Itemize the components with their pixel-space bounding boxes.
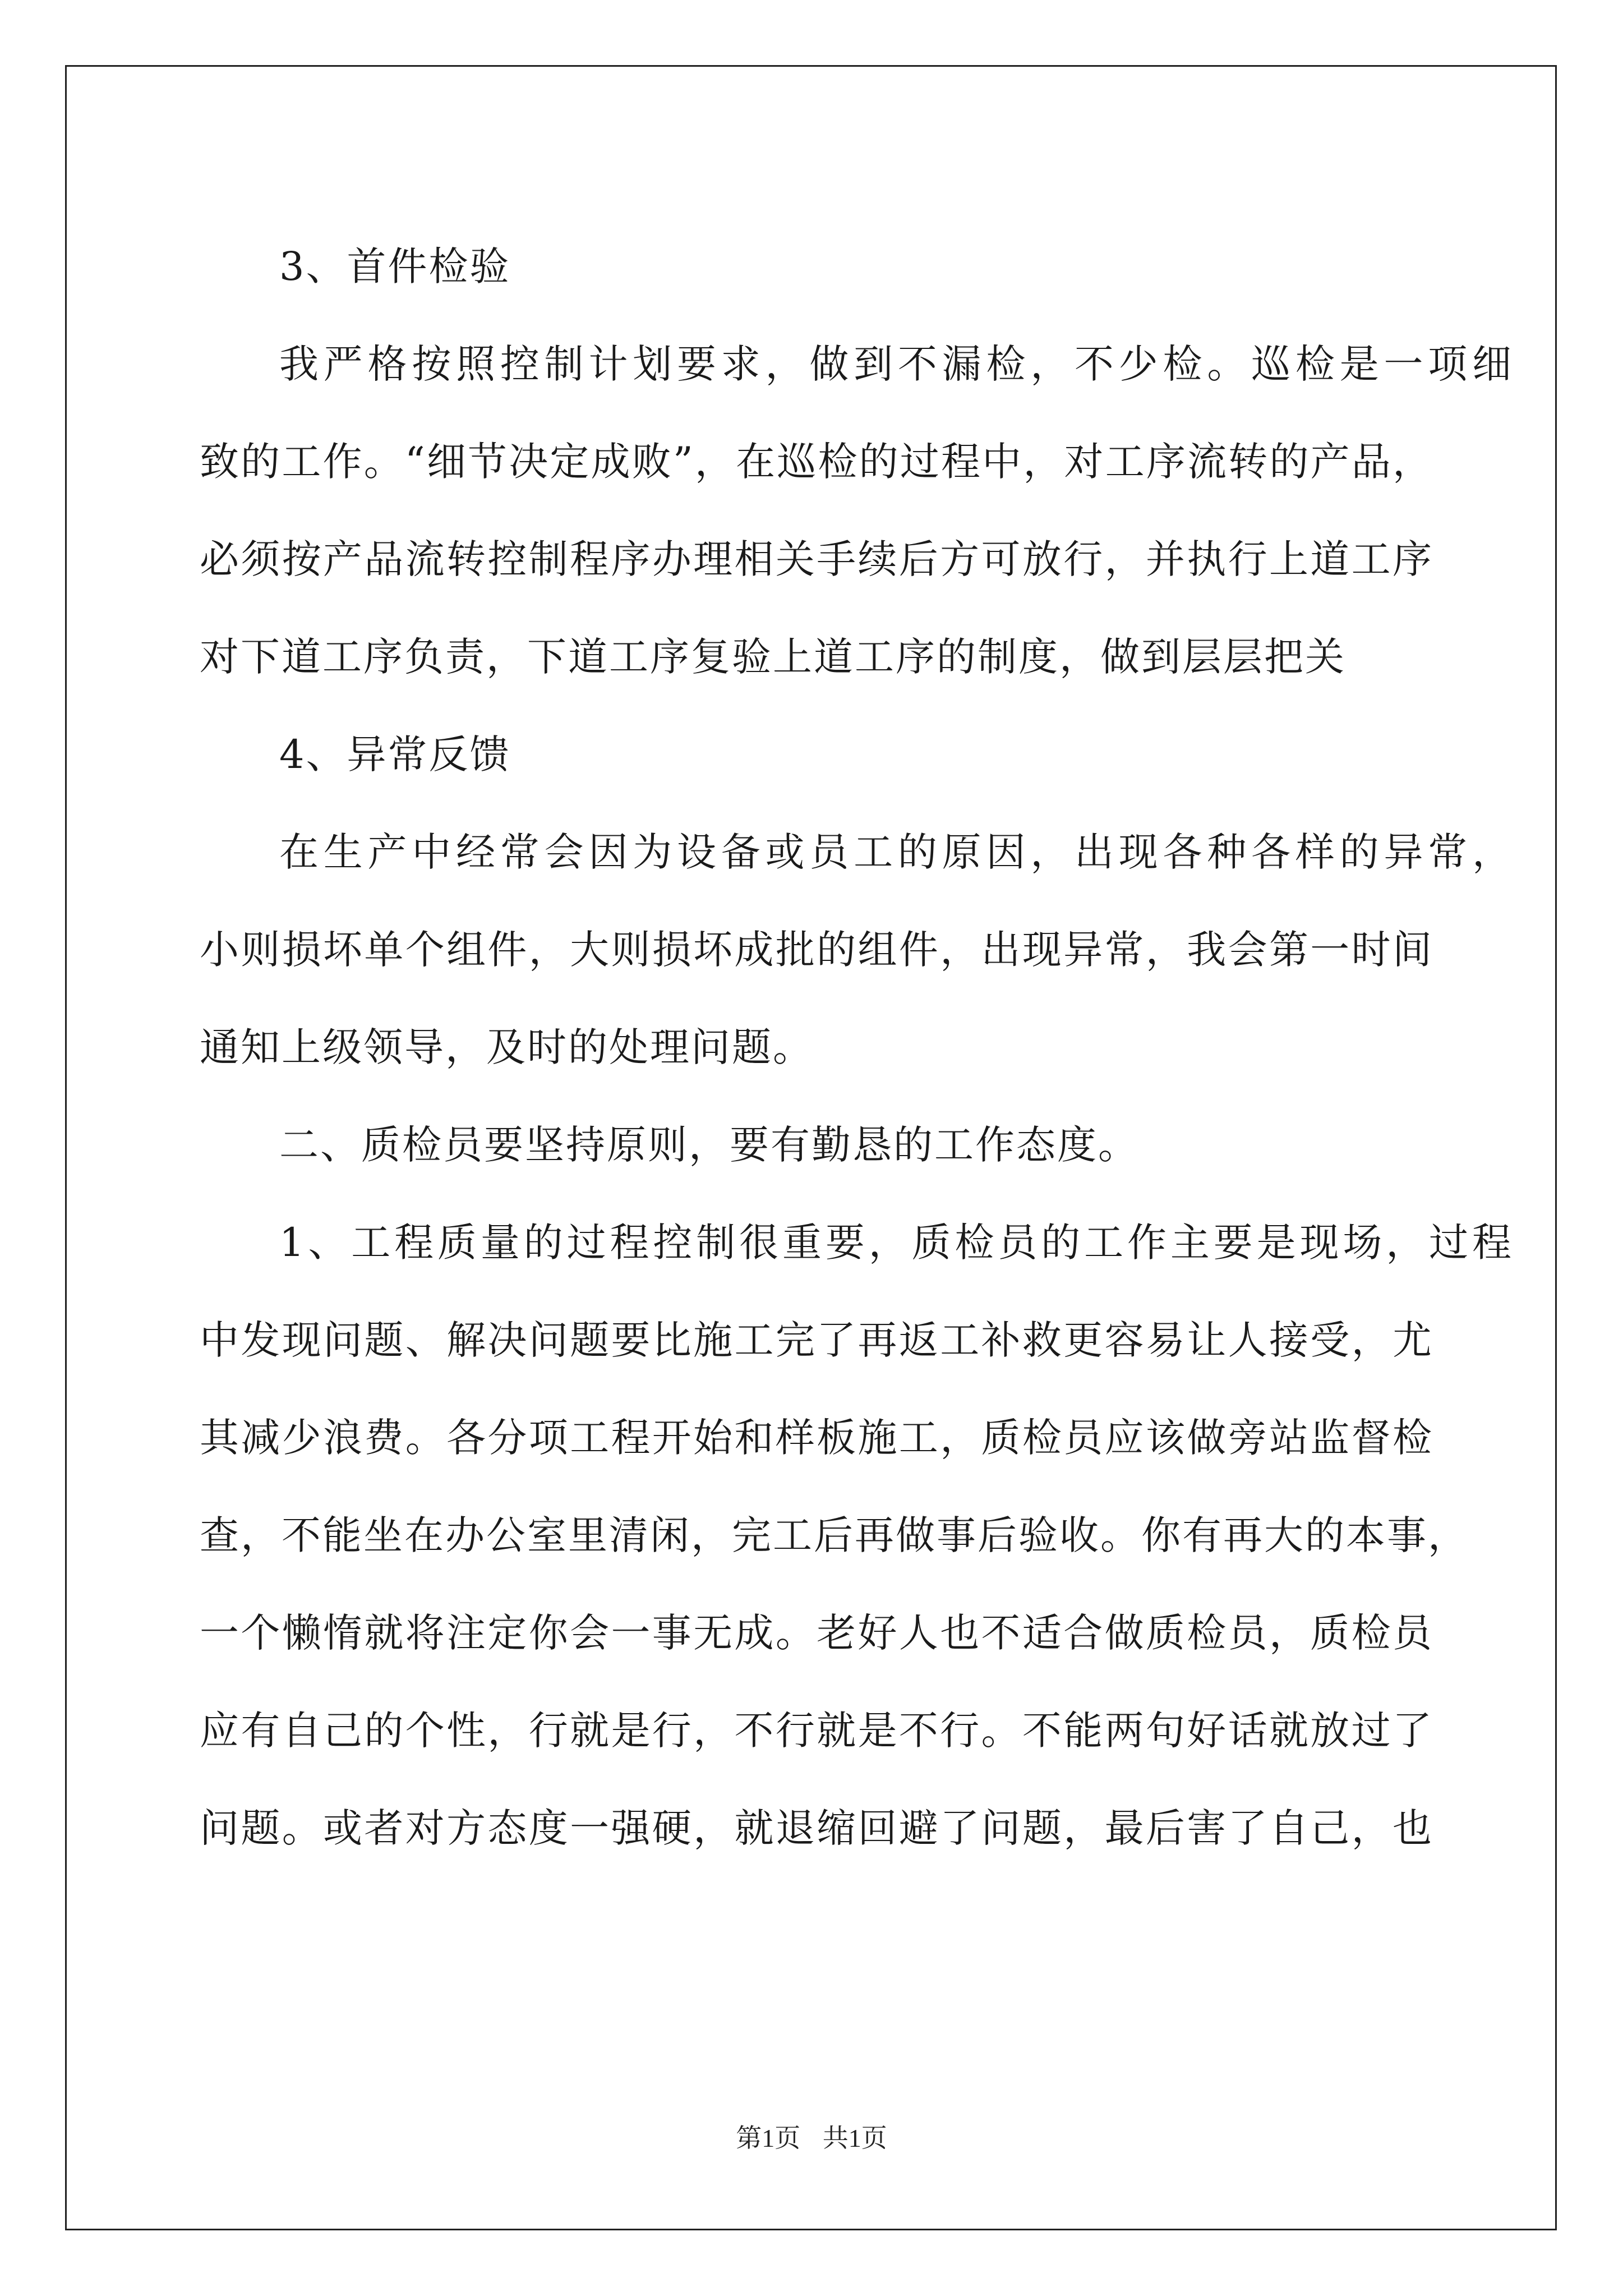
paragraph-line: 通知上级领导，及时的处理问题。 <box>200 1024 814 1070</box>
section-heading: 4、异常反馈 <box>279 731 511 777</box>
section-heading: 3、首件检验 <box>279 243 511 289</box>
section-heading: 二、质检员要坚持原则，要有勤恳的工作态度。 <box>279 1122 1139 1168</box>
paragraph-line: 问题。或者对方态度一强硬，就退缩回避了问题，最后害了自己，也 <box>200 1805 1433 1851</box>
paragraph-line: 对下道工序负责，下道工序复验上道工序的制度，做到层层把关 <box>200 634 1346 680</box>
paragraph-line: 1、工程质量的过程控制很重要，质检员的工作主要是现场，过程 <box>279 1220 1513 1266</box>
page-number: 第1页 <box>736 2124 801 2152</box>
paragraph-line: 我严格按照控制计划要求，做到不漏检，不少检。巡检是一项细 <box>279 341 1513 387</box>
page-footer <box>0 2122 1623 2155</box>
paragraph-line: 必须按产品流转控制程序办理相关手续后方可放行，并执行上道工序 <box>200 536 1433 582</box>
paragraph-line: 其减少浪费。各分项工程开始和样板施工，质检员应该做旁站监督检 <box>200 1415 1433 1461</box>
document-body <box>200 218 1513 1877</box>
paragraph-line: 查，不能坐在办公室里清闲，完工后再做事后验收。你有再大的本事， <box>200 1512 1469 1558</box>
paragraph-line: 小则损坏单个组件，大则损坏成批的组件，出现异常，我会第一时间 <box>200 927 1433 973</box>
paragraph-line: 一个懒惰就将注定你会一事无成。老好人也不适合做质检员，质检员 <box>200 1610 1433 1656</box>
paragraph-line: 致的工作。“细节决定成败”，在巡检的过程中，对工序流转的产品， <box>200 439 1433 485</box>
paragraph-line: 在生产中经常会因为设备或员工的原因，出现各种各样的异常， <box>279 829 1513 875</box>
paragraph-line: 中发现问题、解决问题要比施工完了再返工补救更容易让人接受，尤 <box>200 1317 1433 1363</box>
page-total: 共1页 <box>822 2124 887 2152</box>
paragraph-line: 应有自己的个性，行就是行，不行就是不行。不能两句好话就放过了 <box>200 1708 1433 1754</box>
